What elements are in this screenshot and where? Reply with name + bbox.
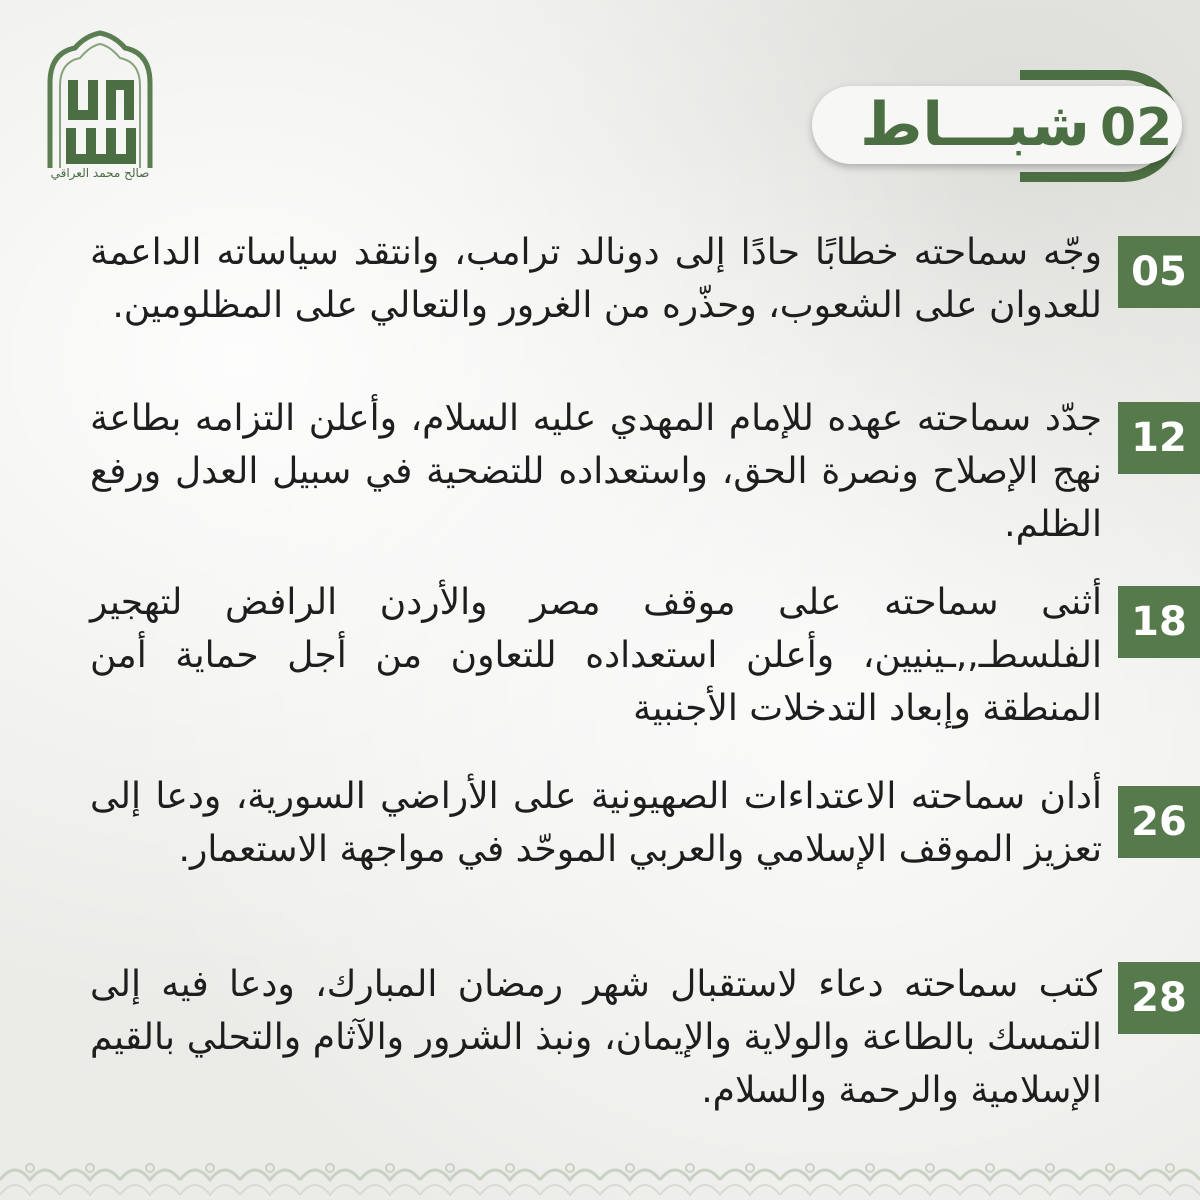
day-tab: 12 (1118, 402, 1200, 474)
day-tab: 28 (1118, 962, 1200, 1034)
footer-pattern (0, 1140, 1200, 1200)
entry-text: جدّد سماحته عهده للإمام المهدي عليه السلام، وأعلن التزامه بطاعة نهج الإصلاح ونصرة الحق، واستعداده للتضحية في سبيل العدل ورفع الظلم. (90, 398, 1102, 545)
day-tab: 26 (1118, 786, 1200, 858)
entry-text: أثنى سماحته على موقف مصر والأردن الرافض لتهجير الفلسطـ,,ـينيين، وأعلن استعداده للتعاون من أجل حماية أمن المنطقة وإبعاد التدخلات الأجنبية (90, 582, 1102, 729)
header-month: شبـــاط (860, 90, 1090, 160)
entry-text: أدان سماحته الاعتداءات الصهيونية على الأراضي السورية، ودعا إلى تعزيز الموقف الإسلامي والعربي الموحّد في مواجهة الاستعمار. (90, 776, 1102, 870)
entry-text: كتب سماحته دعاء لاستقبال شهر رمضان المبارك، ودعا فيه إلى التمسك بالطاعة والولاية والإيمان، ونبذ الشرور والآثام والتحلي بالقيم الإسلامية والرحمة والسلام. (90, 964, 1102, 1111)
day-tab: 18 (1118, 586, 1200, 658)
day-tab: 05 (1118, 236, 1200, 308)
header-day: 02 (1100, 98, 1173, 158)
entry-text: وجّه سماحته خطابًا حادًا إلى دونالد ترامب، وانتقد سياساته الداعمة للعدوان على الشعوب، وحذّره من الغرور والتعالي على المظلومين. (90, 232, 1102, 326)
logo (30, 28, 170, 188)
logo-caption: صالح محمد العراقي (50, 166, 150, 180)
